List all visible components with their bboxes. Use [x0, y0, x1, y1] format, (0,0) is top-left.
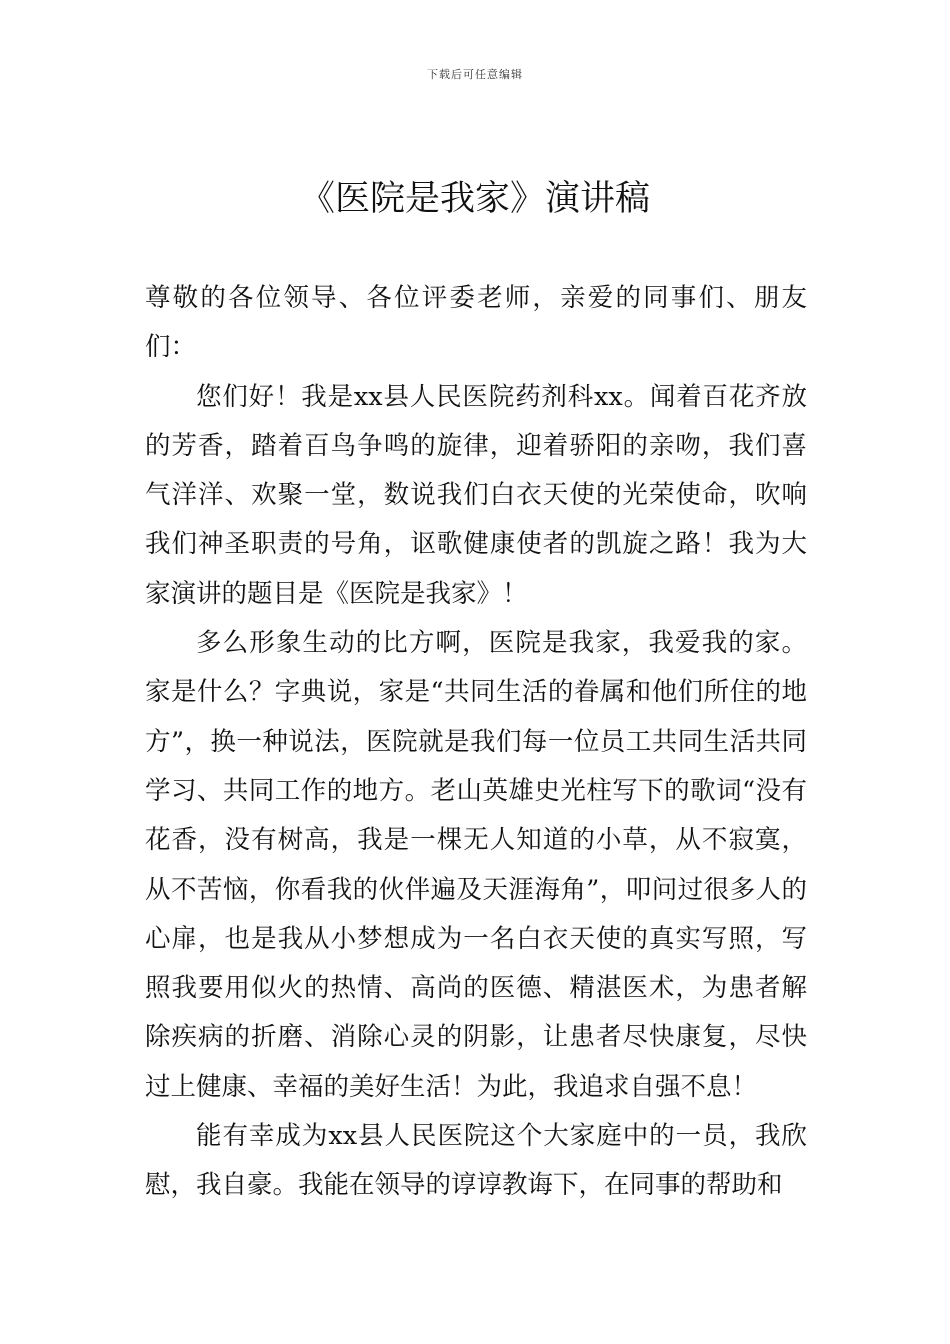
paragraph-2: 多么形象生动的比方啊，医院是我家，我爱我的家。家是什么？字典说，家是“共同生活的眷属和他们所住的地方”，换一种说法，医院就是我们每一位员工共同生活共同学习、共同工作的地方。老山英雄史光柱写下的歌词“没有花香，没有树高，我是一棵无人知道的小草，从不寂寞，从不苦恼，你看我的伙伴遍及天涯海角”，叩问过很多人的心扉，也是我从小梦想成为一名白衣天使的真实写照，写照我要用似火的热情、高尚的医德、精湛医术，为患者解除疾病的折磨、消除心灵的阴影，让患者尽快康复，尽快过上健康、幸福的美好生活！为此，我追求自强不息！ — [145, 628, 807, 1102]
paragraph-3: 能有幸成为xx县人民医院这个大家庭中的一员，我欣慰，我自豪。我能在领导的谆谆教诲下，在同事的帮助和 — [145, 1121, 807, 1201]
header-note: 下载后可任意编辑 — [427, 68, 523, 81]
salutation: 尊敬的各位领导、各位评委老师，亲爱的同事们、朋友们： — [145, 283, 807, 363]
document-body — [145, 274, 807, 1211]
paragraph-1: 您们好！我是xx县人民医院药剂科xx。闻着百花齐放的芳香，踏着百鸟争鸣的旋律，迎着骄阳的亲吻，我们喜气洋洋、欢聚一堂，数说我们白衣天使的光荣使命，吹响我们神圣职责的号角，讴歌健康使者的凯旋之路！我为大家演讲的题目是《医院是我家》！ — [145, 381, 807, 609]
document-title: 《医院是我家》演讲稿 — [299, 179, 650, 219]
